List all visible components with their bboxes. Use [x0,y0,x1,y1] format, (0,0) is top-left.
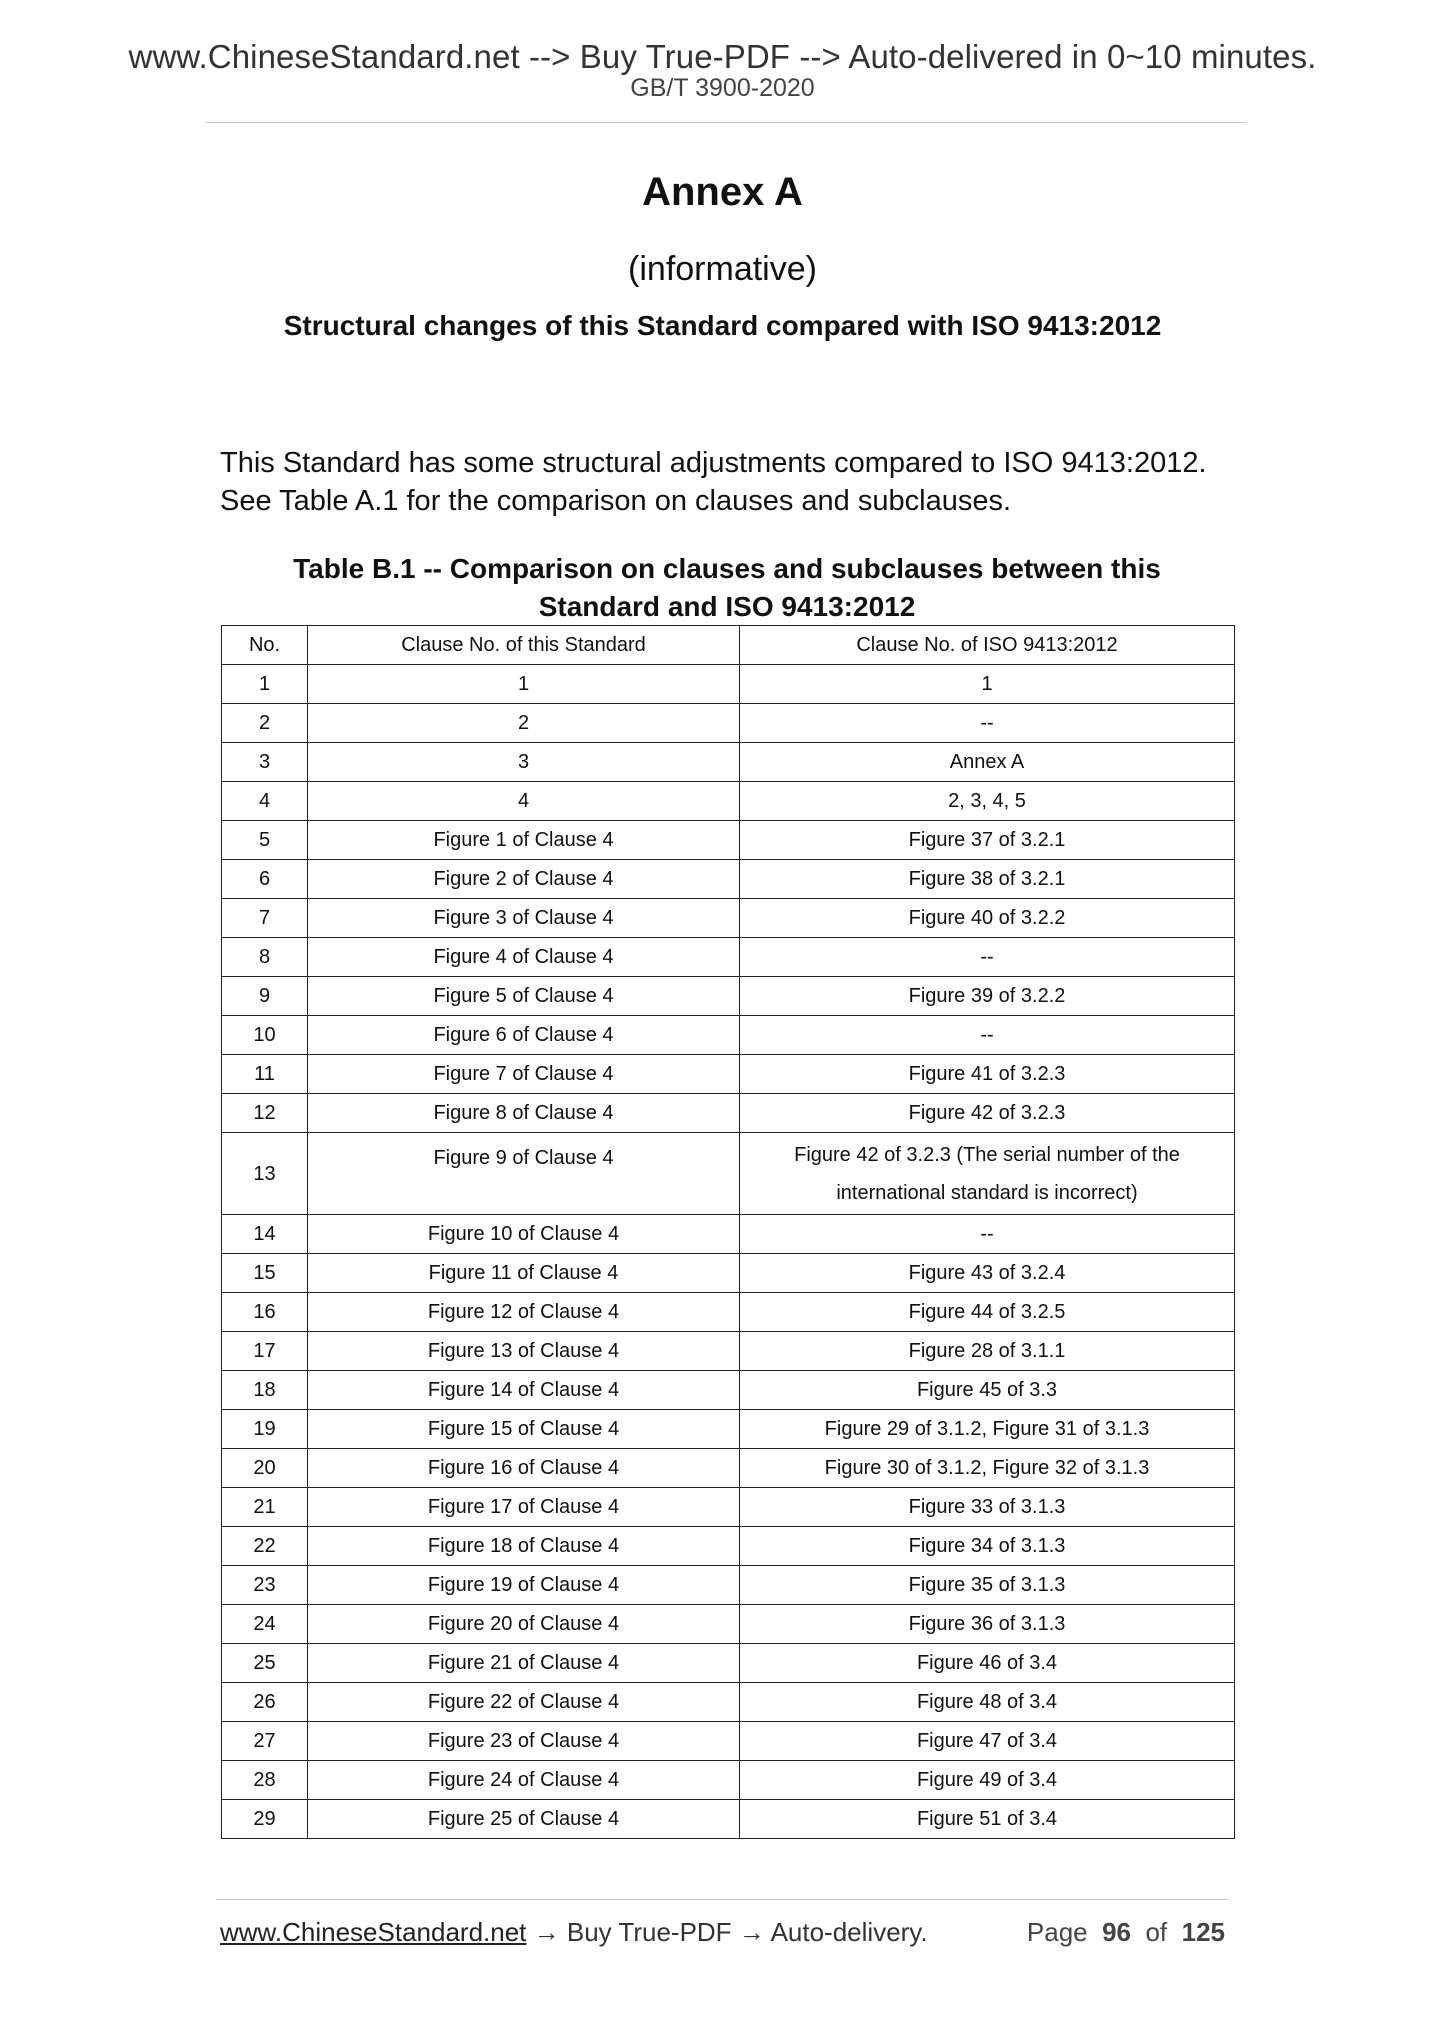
this-standard-clause-cell: Figure 21 of Clause 4 [308,1644,740,1683]
table-row [222,1254,1235,1293]
iso-clause-cell: Figure 29 of 3.1.2, Figure 31 of 3.1.3 [740,1410,1235,1449]
row-number-cell: 12 [222,1094,308,1133]
table-row [222,1293,1235,1332]
this-standard-clause-cell: Figure 14 of Clause 4 [308,1371,740,1410]
table-row [222,1094,1235,1133]
table-header-row [222,626,1235,665]
table-row [222,1449,1235,1488]
column-header-no: No. [222,626,308,665]
row-number-cell: 10 [222,1016,308,1055]
table-caption-line: Table B.1 -- Comparison on clauses and subclauses between this [293,553,1161,584]
table-row [222,1644,1235,1683]
intro-paragraph [220,444,1240,520]
this-standard-clause-cell: Figure 12 of Clause 4 [308,1293,740,1332]
iso-clause-cell: Figure 30 of 3.1.2, Figure 32 of 3.1.3 [740,1449,1235,1488]
this-standard-clause-cell: Figure 20 of Clause 4 [308,1605,740,1644]
this-standard-clause-cell: Figure 3 of Clause 4 [308,899,740,938]
footer-text [220,1917,928,1948]
row-number-cell: 3 [222,743,308,782]
row-number-cell: 8 [222,938,308,977]
row-number-cell: 6 [222,860,308,899]
footer-divider [216,1899,1228,1900]
table-row [222,1016,1235,1055]
column-header-iso: Clause No. of ISO 9413:2012 [740,626,1235,665]
this-standard-clause-cell: Figure 18 of Clause 4 [308,1527,740,1566]
row-number-cell: 19 [222,1410,308,1449]
page-label: Page [1026,1917,1088,1947]
iso-clause-cell: Figure 41 of 3.2.3 [740,1055,1235,1094]
table-row [222,977,1235,1016]
table-row [222,743,1235,782]
iso-clause-cell: Figure 42 of 3.2.3 (The serial number of the international standard is incorrect) [740,1133,1235,1215]
this-standard-clause-cell: Figure 22 of Clause 4 [308,1683,740,1722]
row-number-cell: 29 [222,1800,308,1839]
header-divider [206,122,1246,123]
iso-clause-cell: Figure 51 of 3.4 [740,1800,1235,1839]
table-row [222,860,1235,899]
row-number-cell: 7 [222,899,308,938]
table-row [222,665,1235,704]
this-standard-clause-cell: Figure 19 of Clause 4 [308,1566,740,1605]
this-standard-clause-cell: 2 [308,704,740,743]
table-row [222,782,1235,821]
this-standard-clause-cell: Figure 13 of Clause 4 [308,1332,740,1371]
total-pages: 125 [1181,1917,1225,1947]
row-number-cell: 5 [222,821,308,860]
table-row [222,899,1235,938]
iso-clause-cell: Figure 39 of 3.2.2 [740,977,1235,1016]
table-row [222,1722,1235,1761]
this-standard-clause-cell: Figure 5 of Clause 4 [308,977,740,1016]
table-row [222,1488,1235,1527]
intro-line: See Table A.1 for the comparison on clauses and subclauses. [220,485,1012,517]
row-number-cell: 27 [222,1722,308,1761]
document-code: GB/T 3900-2020 [630,74,815,102]
iso-clause-cell: Figure 48 of 3.4 [740,1683,1235,1722]
row-number-cell: 25 [222,1644,308,1683]
row-number-cell: 20 [222,1449,308,1488]
table-row [222,821,1235,860]
row-number-cell: 9 [222,977,308,1016]
table-row [222,1215,1235,1254]
table-caption [220,550,1234,626]
row-number-cell: 13 [222,1133,308,1215]
this-standard-clause-cell: Figure 10 of Clause 4 [308,1215,740,1254]
table-row [222,704,1235,743]
iso-clause-cell: Figure 43 of 3.2.4 [740,1254,1235,1293]
iso-clause-cell: Figure 46 of 3.4 [740,1644,1235,1683]
table-row [222,1683,1235,1722]
iso-clause-cell: -- [740,938,1235,977]
this-standard-clause-cell: Figure 7 of Clause 4 [308,1055,740,1094]
iso-clause-cell: Figure 40 of 3.2.2 [740,899,1235,938]
column-header-this-standard: Clause No. of this Standard [308,626,740,665]
table-row [222,1566,1235,1605]
intro-line: This Standard has some structural adjustments compared to ISO 9413:2012. [220,447,1207,479]
of-label: of [1145,1917,1168,1947]
row-number-cell: 24 [222,1605,308,1644]
page-number: 96 [1102,1917,1132,1947]
iso-clause-cell: Figure 36 of 3.1.3 [740,1605,1235,1644]
row-number-cell: 17 [222,1332,308,1371]
this-standard-clause-cell: 3 [308,743,740,782]
iso-clause-cell: 1 [740,665,1235,704]
iso-clause-cell: Annex A [740,743,1235,782]
iso-clause-cell: Figure 47 of 3.4 [740,1722,1235,1761]
this-standard-clause-cell: Figure 11 of Clause 4 [308,1254,740,1293]
table-row [222,1371,1235,1410]
top-banner[interactable]: www.ChineseStandard.net --> Buy True-PDF --> Auto-delivered in 0~10 minutes. [128,38,1317,75]
this-standard-clause-cell: 4 [308,782,740,821]
table-row [222,1332,1235,1371]
this-standard-clause-cell: Figure 16 of Clause 4 [308,1449,740,1488]
this-standard-clause-cell: 1 [308,665,740,704]
iso-clause-cell: Figure 44 of 3.2.5 [740,1293,1235,1332]
iso-clause-cell: Figure 28 of 3.1.1 [740,1332,1235,1371]
row-number-cell: 22 [222,1527,308,1566]
iso-clause-cell: Figure 33 of 3.1.3 [740,1488,1235,1527]
this-standard-clause-cell: Figure 9 of Clause 4 [308,1133,740,1215]
iso-clause-cell: -- [740,1215,1235,1254]
row-number-cell: 28 [222,1761,308,1800]
this-standard-clause-cell: Figure 17 of Clause 4 [308,1488,740,1527]
annex-type: (informative) [628,250,817,288]
row-number-cell: 18 [222,1371,308,1410]
row-number-cell: 15 [222,1254,308,1293]
footer-link[interactable]: www.ChineseStandard.net [220,1917,527,1947]
iso-clause-cell: 2, 3, 4, 5 [740,782,1235,821]
table-row [222,1761,1235,1800]
table-row [222,1800,1235,1839]
table-row [222,1410,1235,1449]
row-number-cell: 16 [222,1293,308,1332]
iso-clause-cell: -- [740,704,1235,743]
annex-subtitle: Structural changes of this Standard compared with ISO 9413:2012 [283,310,1162,341]
this-standard-clause-cell: Figure 6 of Clause 4 [308,1016,740,1055]
row-number-cell: 4 [222,782,308,821]
footer-tagline: → Buy True-PDF → Auto-delivery. [526,1917,928,1947]
this-standard-clause-cell: Figure 15 of Clause 4 [308,1410,740,1449]
iso-clause-cell: Figure 42 of 3.2.3 [740,1094,1235,1133]
table-row [222,1133,1235,1215]
annex-title: Annex A [642,170,803,214]
row-number-cell: 26 [222,1683,308,1722]
iso-clause-cell: -- [740,1016,1235,1055]
row-number-cell: 1 [222,665,308,704]
row-number-cell: 2 [222,704,308,743]
row-number-cell: 14 [222,1215,308,1254]
row-number-cell: 11 [222,1055,308,1094]
this-standard-clause-cell: Figure 4 of Clause 4 [308,938,740,977]
this-standard-clause-cell: Figure 1 of Clause 4 [308,821,740,860]
iso-clause-cell: Figure 49 of 3.4 [740,1761,1235,1800]
comparison-table [221,625,1235,1839]
this-standard-clause-cell: Figure 25 of Clause 4 [308,1800,740,1839]
iso-clause-cell: Figure 35 of 3.1.3 [740,1566,1235,1605]
table-caption-line: Standard and ISO 9413:2012 [538,591,916,622]
this-standard-clause-cell: Figure 2 of Clause 4 [308,860,740,899]
iso-clause-cell: Figure 37 of 3.2.1 [740,821,1235,860]
this-standard-clause-cell: Figure 24 of Clause 4 [308,1761,740,1800]
table-row [222,1605,1235,1644]
table-row [222,1055,1235,1094]
table-row [222,938,1235,977]
table-row [222,1527,1235,1566]
iso-clause-cell: Figure 34 of 3.1.3 [740,1527,1235,1566]
row-number-cell: 23 [222,1566,308,1605]
row-number-cell: 21 [222,1488,308,1527]
iso-clause-cell: Figure 38 of 3.2.1 [740,860,1235,899]
page-indicator [1027,1917,1225,1948]
this-standard-clause-cell: Figure 8 of Clause 4 [308,1094,740,1133]
this-standard-clause-cell: Figure 23 of Clause 4 [308,1722,740,1761]
iso-clause-cell: Figure 45 of 3.3 [740,1371,1235,1410]
